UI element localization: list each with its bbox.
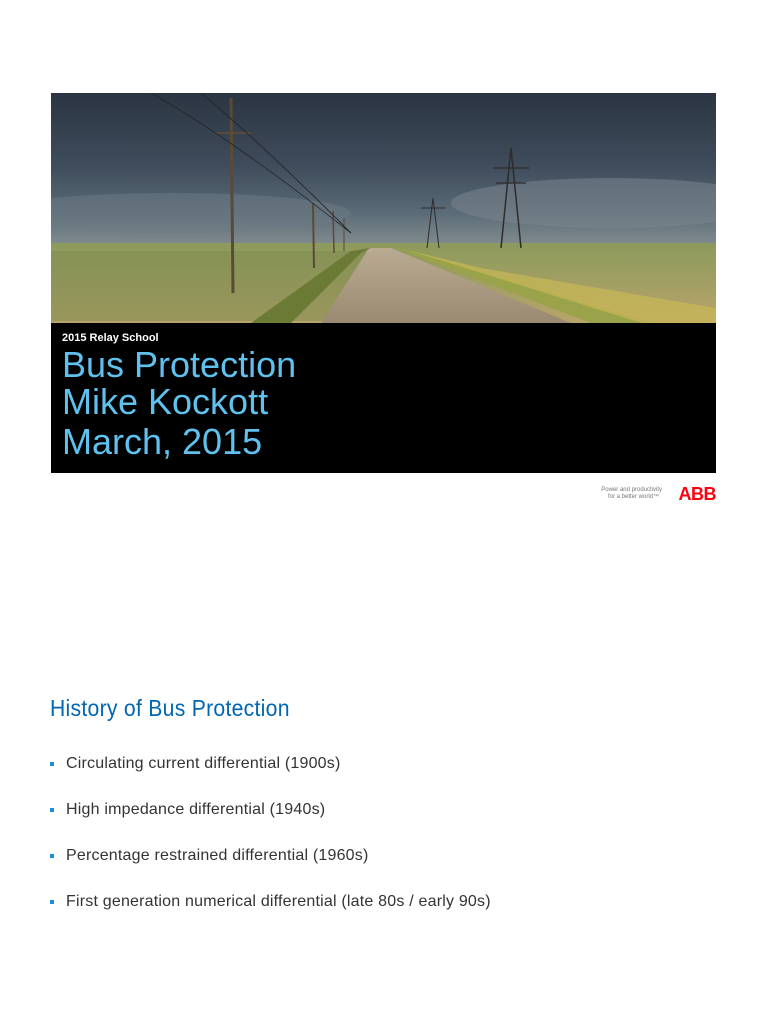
abb-logo: ABB <box>678 484 716 504</box>
bullet-text: High impedance differential (1940s) <box>66 801 326 818</box>
bullet-item <box>50 847 491 893</box>
history-slide <box>0 512 768 1024</box>
presentation-title: Bus Protection <box>62 344 297 385</box>
slide-title: History of Bus Protection <box>50 695 290 721</box>
tagline-line-2: for a better world™ <box>607 494 659 500</box>
bullet-list <box>50 755 491 939</box>
bullet-item <box>50 801 491 847</box>
hero-image-road-power-lines <box>51 93 716 323</box>
tagline-line-1: Power and productivity <box>601 487 662 493</box>
bullet-marker-icon <box>50 854 54 858</box>
tagline <box>601 487 662 501</box>
event-label: 2015 Relay School <box>62 332 159 344</box>
bullet-item <box>50 755 491 801</box>
bullet-text: Circulating current differential (1900s) <box>66 755 341 772</box>
bullet-text: First generation numerical differential (late 80s / early 90s) <box>66 893 491 910</box>
brand-footer <box>560 484 720 506</box>
bullet-marker-icon <box>50 808 54 812</box>
bullet-marker-icon <box>50 900 54 904</box>
bullet-item <box>50 893 491 939</box>
title-box <box>51 323 716 473</box>
bullet-marker-icon <box>50 762 54 766</box>
presenter-name: Mike Kockott <box>62 381 269 422</box>
presentation-date: March, 2015 <box>62 421 263 462</box>
bullet-text: Percentage restrained differential (1960s) <box>66 847 369 864</box>
